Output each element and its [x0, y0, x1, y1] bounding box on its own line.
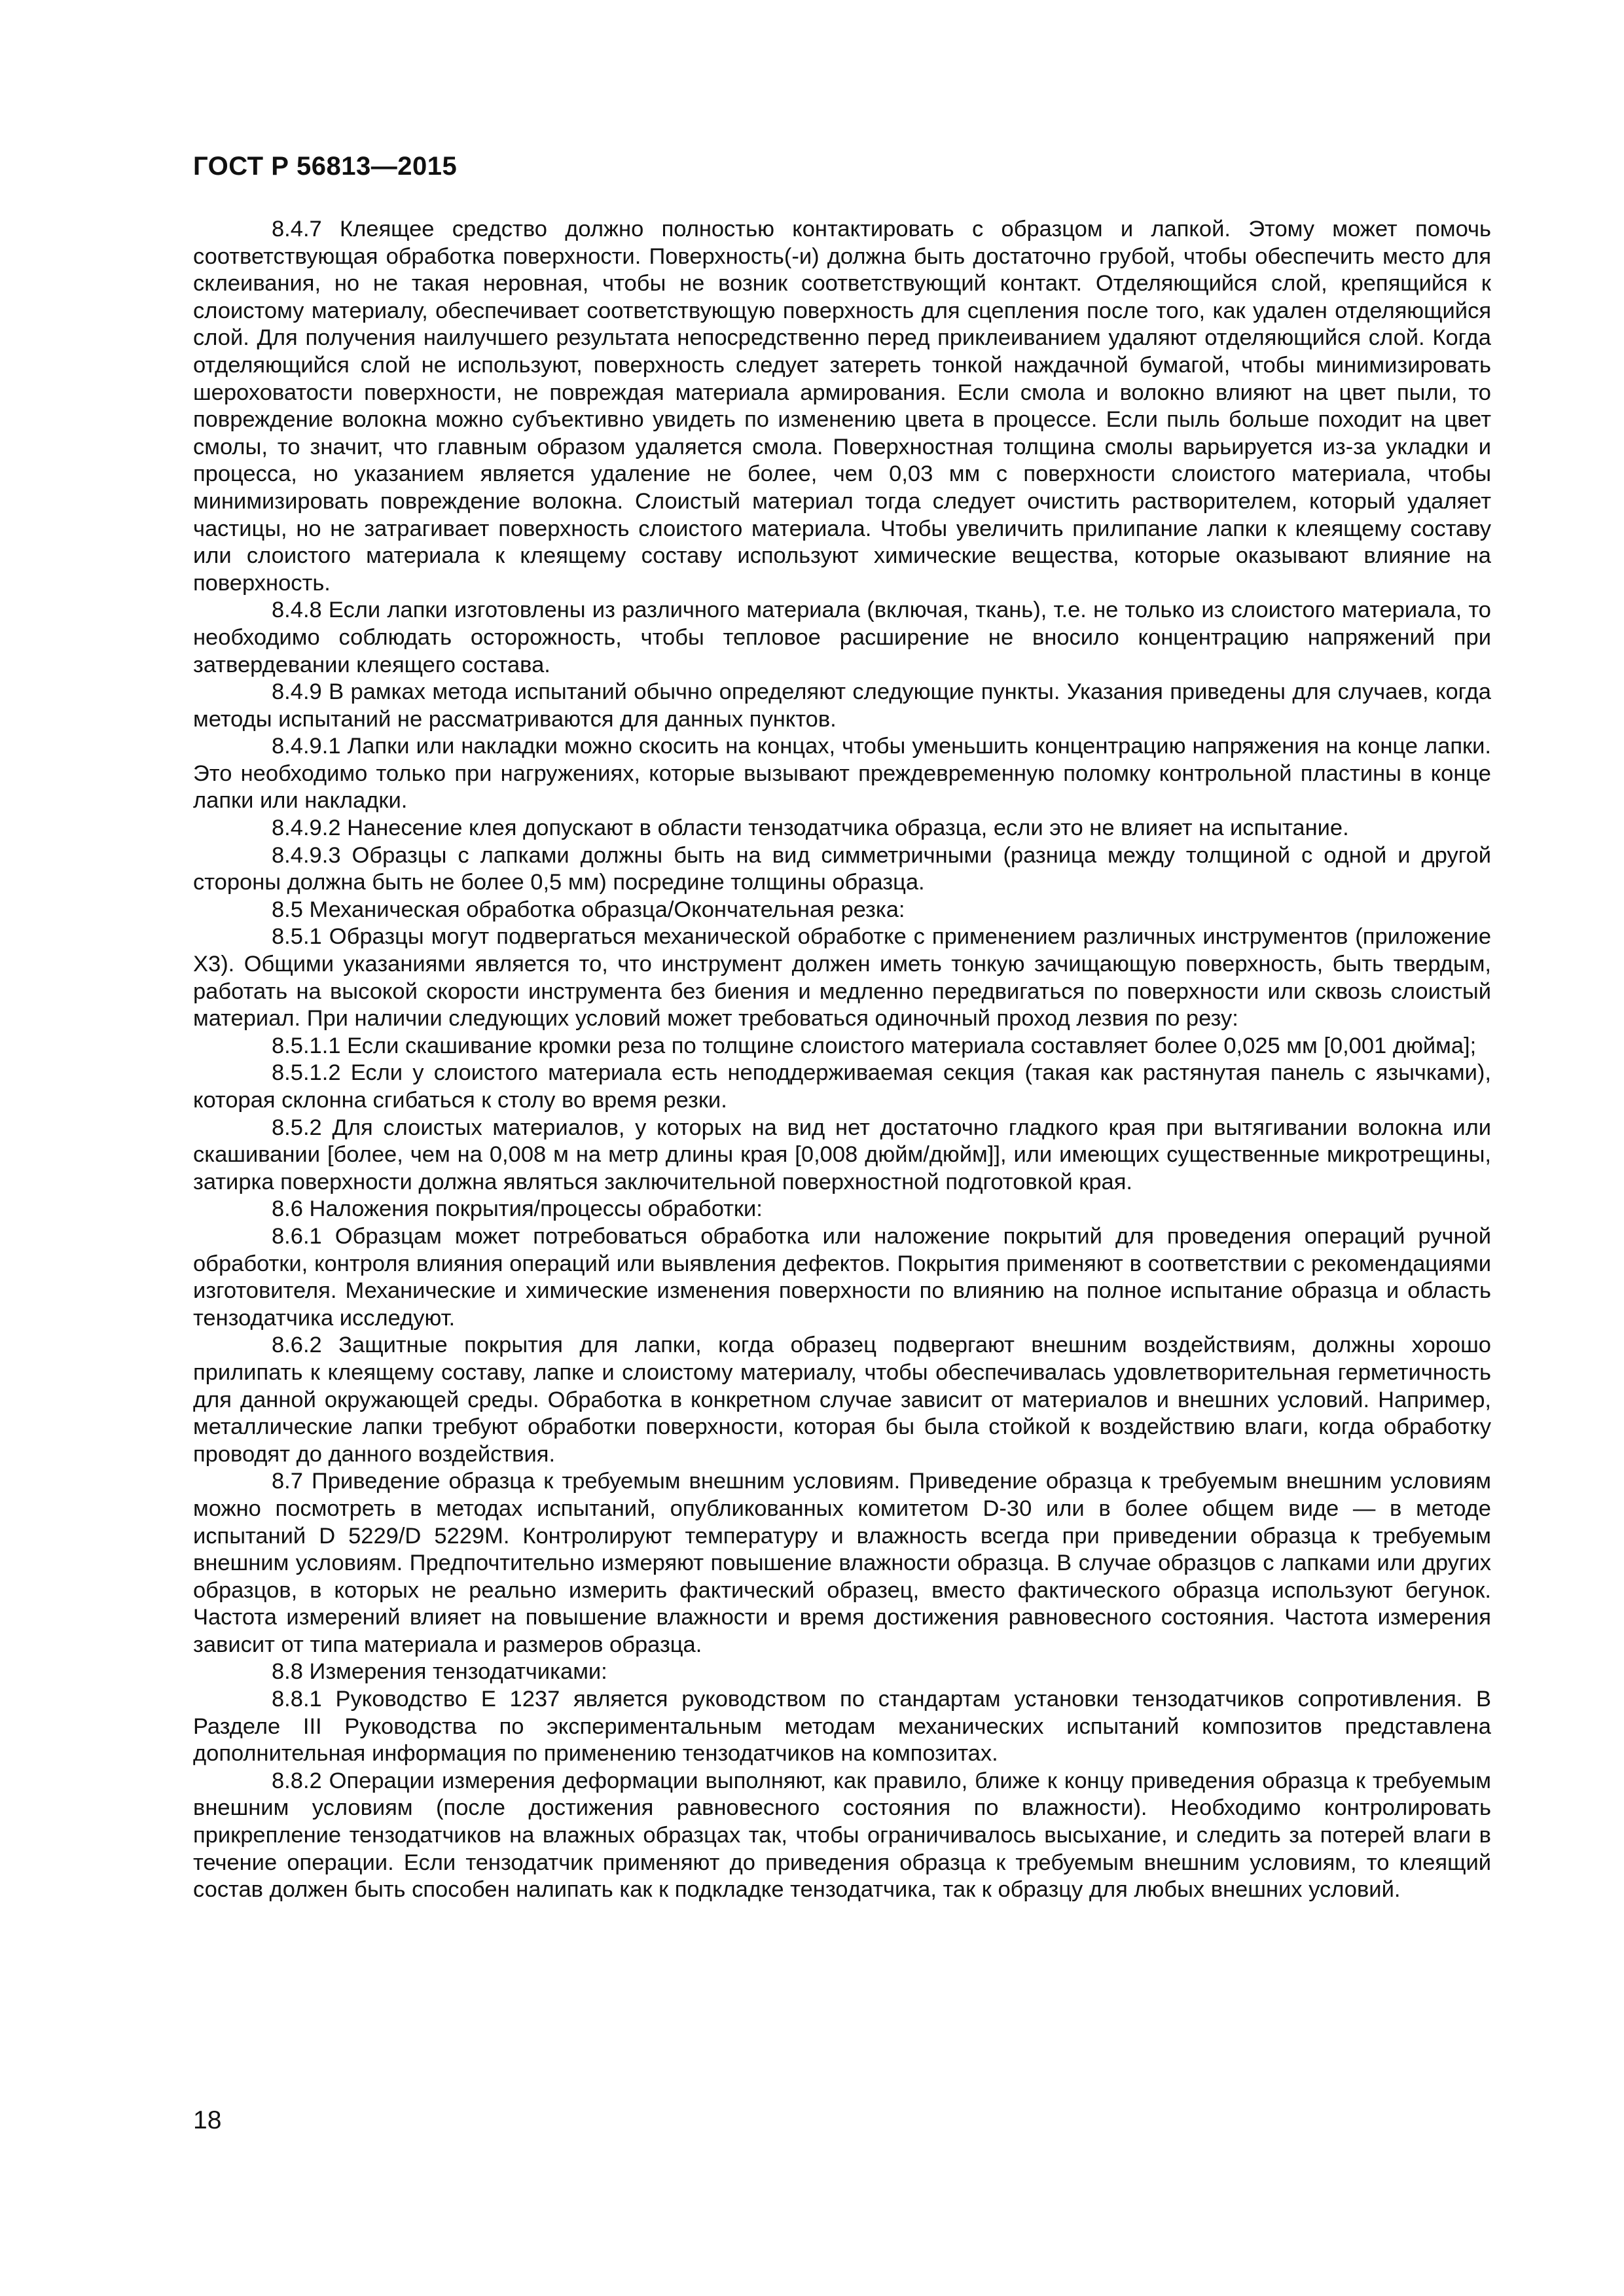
paragraph-8-5-1-2: 8.5.1.2 Если у слоистого материала есть неподдерживаемая секция (такая как растянутая панель с язычками), которая склонна сгибаться к столу во время резки. [193, 1060, 1491, 1113]
page-number: 18 [193, 2106, 222, 2134]
paragraph-8-5-2: 8.5.2 Для слоистых материалов, у которых на вид нет достаточно гладкого края при вытягивании волокна или скашивании [более, чем на 0,008 м на метр длины края [0,008 дюйм/дюйм]], или имеющих существенные микротрещины, затирка поверхности должна являться заключительной поверхностной подготовкой края. [193, 1115, 1491, 1194]
paragraph-8-6-1: 8.6.1 Образцам может потребоваться обработка или наложение покрытий для проведения операций ручной обработки, контроля влияния операций или выявления дефектов. Покрытия применяют в соответствии с рекомендациями изготовителя. Механические и химические изменения поверхности по влиянию на полное испытание образца и область тензодатчика исследуют. [193, 1223, 1491, 1331]
paragraph-8-4-9-3: 8.4.9.3 Образцы с лапками должны быть на вид симметричными (разница между толщиной с одной и другой стороны должна быть не более 0,5 мм) посредине толщины образца. [193, 842, 1491, 895]
paragraph-8-8-2: 8.8.2 Операции измерения деформации выполняют, как правило, ближе к концу приведения образца к требуемым внешним условиям (после достижения равновесного состояния по влажности). Необходимо контролировать прикрепление тензодатчиков на влажных образцах так, чтобы ограничивалось высыхание, и следить за потерей влаги в течение операции. Если тензодатчик применяют до приведения образца к требуемым внешним условиям, то клеящий состав должен быть способен налипать как к подкладке тензодатчика, так к образцу для любых внешних условий. [193, 1768, 1491, 1903]
paragraph-8-4-8: 8.4.8 Если лапки изготовлены из различного материала (включая, ткань), т.е. не только из слоистого материала, то необходимо соблюдать осторожность, чтобы тепловое расширение не вносило концентрацию напряжений при затвердевании клеящего состава. [193, 598, 1491, 677]
paragraph-8-4-9-2: 8.4.9.2 Нанесение клея допускают в области тензодатчика образца, если это не влияет на испытание. [272, 816, 1349, 841]
paragraph-8-6-2: 8.6.2 Защитные покрытия для лапки, когда образец подвергают внешним воздействиям, должны хорошо прилипать к клеящему составу, лапке и слоистому материалу, чтобы обеспечивалась удовлетворительная герметичность для данной окружающей среды. Обработка в конкретном случае зависит от материалов и внешних условий. Например, металлические лапки требуют обработки поверхности, которая бы была стойкой к воздействию влаги, когда обработку проводят до данного воздействия. [193, 1333, 1491, 1467]
document-header: ГОСТ Р 56813—2015 [193, 152, 458, 181]
paragraph-8-5-1-1: 8.5.1.1 Если скашивание кромки реза по толщине слоистого материала составляет более 0,025 мм [0,001 дюйма]; [272, 1033, 1477, 1058]
paragraph-8-4-7: 8.4.7 Клеящее средство должно полностью контактировать с образцом и лапкой. Этому может помочь соответствующая обработка поверхности. Поверхность(-и) должна быть достаточно грубой, чтобы обеспечить место для склеивания, но не такая неровная, чтобы не возник соответствующий контакт. Отделяющийся слой, крепящийся к слоистому материалу, обеспечивает соответствующую поверхность для сцепления после того, как удален отделяющийся слой. Для получения наилучшего результата непосредственно перед приклеиванием удаляют отделяющийся слой. Когда отделяющийся слой не используют, поверхность следует затереть тонкой наждачной бумагой, чтобы минимизировать шероховатости поверхности, не повреждая материала армирования. Если смола и волокно влияют на цвет пыли, то повреждение волокна можно субъективно увидеть по изменению цвета в процессе. Если пыль больше походит на цвет смолы, то значит, что главным образом удаляется смола. Поверхностная толщина смолы варьируется из-за укладки и процесса, но указанием является удаление не более, чем 0,03 мм с поверхности слоистого материала, чтобы минимизировать повреждение волокна. Слоистый материал тогда следует очистить растворителем, который удаляет частицы, но не затрагивает поверхность слоистого материала. Чтобы увеличить прилипание лапки к клеящему составу или слоистого материала к клеящему составу используют химические вещества, которые оказывают влияние на поверхность. [193, 217, 1491, 596]
paragraph-8-7: 8.7 Приведение образца к требуемым внешним условиям. Приведение образца к требуемым внешним условиям можно посмотреть в методах испытаний, опубликованных комитетом D-30 или в более общем виде — в методе испытаний D 5229/D 5229M. Контролируют температуру и влажность всегда при приведении образца к требуемым внешним условиям. Предпочтительно измеряют повышение влажности образца. В случае образцов с лапками или других образцов, в которых не реально измерить фактический образец, вместо фактического образца используют бегунок. Частота измерений влияет на повышение влажности и время достижения равновесного состояния. Частота измерения зависит от типа материала и размеров образца. [193, 1469, 1491, 1657]
paragraph-8-5-1: 8.5.1 Образцы могут подвергаться механической обработке с применением различных инструментов (приложение Х3). Общими указаниями является то, что инструмент должен иметь тонкую зачищающую поверхность, быть твердым, работать на высокой скорости инструмента без биения и медленно передвигаться по поверхности или сквозь слоистый материал. При наличии следующих условий может требоваться одиночный проход лезвия по резу: [193, 924, 1491, 1031]
paragraph-8-4-9-1: 8.4.9.1 Лапки или накладки можно скосить на концах, чтобы уменьшить концентрацию напряжения на конце лапки. Это необходимо только при нагружениях, которые вызывают преждевременную поломку контрольной пластины в конце лапки или накладки. [193, 734, 1491, 814]
paragraph-8-6: 8.6 Наложения покрытия/процессы обработки: [272, 1196, 763, 1222]
paragraph-8-4-9: 8.4.9 В рамках метода испытаний обычно определяют следующие пункты. Указания приведены для случаев, когда методы испытаний не рассматриваются для данных пунктов. [193, 679, 1491, 732]
paragraph-8-5: 8.5 Механическая обработка образца/Окончательная резка: [272, 897, 905, 922]
paragraph-8-8: 8.8 Измерения тензодатчиками: [272, 1659, 607, 1685]
document-body [193, 216, 1491, 1904]
paragraph-8-8-1: 8.8.1 Руководство Е 1237 является руководством по стандартам установки тензодатчиков сопротивления. В Разделе III Руководства по экспериментальным методам механических испытаний композитов представлена дополнительная информация по применению тензодатчиков на композитах. [193, 1687, 1491, 1767]
